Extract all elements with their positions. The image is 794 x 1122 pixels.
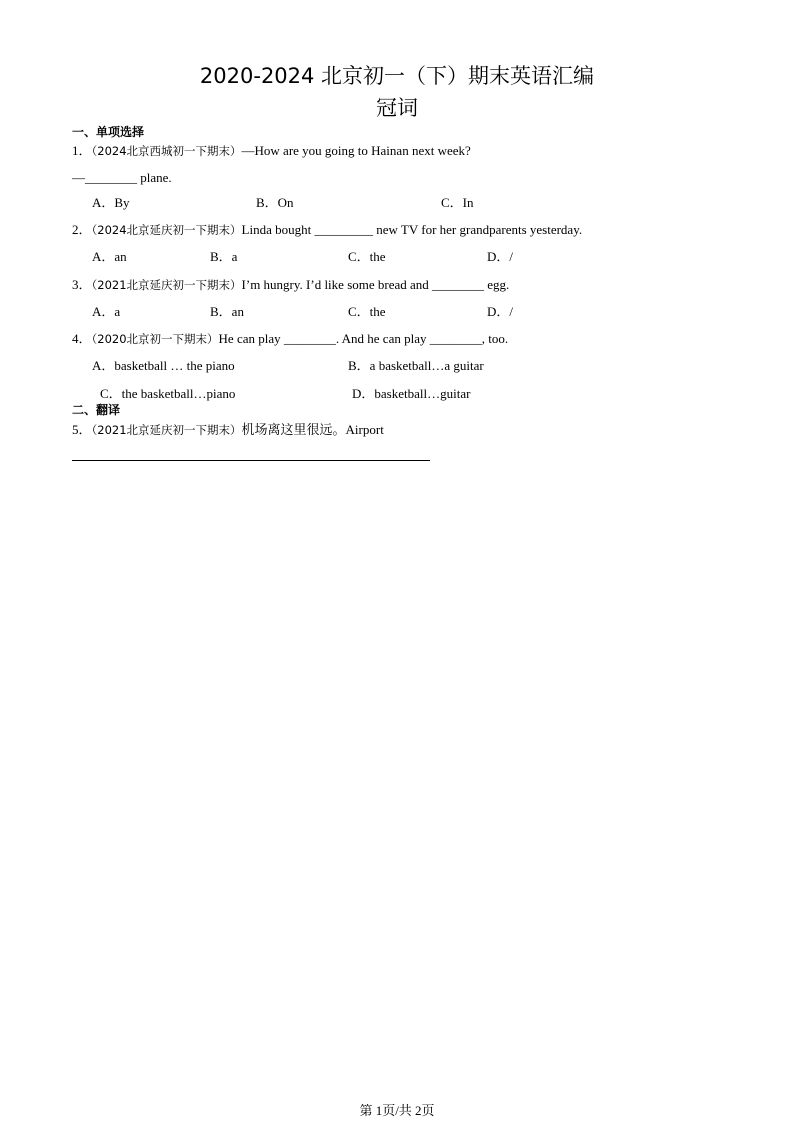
question-source: （2020北京初一下期末） <box>91 332 219 346</box>
question-4 <box>72 331 508 347</box>
answer-line <box>72 460 430 461</box>
question-source: （2024北京西城初一下期末） <box>91 144 242 158</box>
section-translation: 二、翻译 <box>72 403 121 417</box>
question-2 <box>72 222 582 238</box>
q4-option-b: B．a basketball…a guitar <box>348 358 484 373</box>
question-number: 2． <box>72 222 92 237</box>
q3-option-d: D．/ <box>487 304 514 319</box>
q1-option-a: A．By <box>92 195 130 210</box>
page-subtitle: 冠词 <box>376 96 418 120</box>
question-number: 3． <box>72 277 92 292</box>
question-source: （2021北京延庆初一下期末） <box>91 278 242 292</box>
question-source: （2021北京延庆初一下期末） <box>91 423 242 437</box>
q3-option-b: B．an <box>210 304 244 319</box>
question-stem: Linda bought _________ new TV for her grandparents yesterday. <box>241 222 583 237</box>
q2-option-d: D．/ <box>487 249 514 264</box>
question-stem: I’m hungry. I’d like some bread and ________ egg. <box>241 277 510 292</box>
page-footer: 第 1页/共 2页 <box>359 1103 435 1118</box>
q1-option-c: C．In <box>441 195 474 210</box>
q2-option-a: A．an <box>92 249 127 264</box>
page-title: 2020-2024 北京初一（下）期末英语汇编 <box>199 64 595 88</box>
question-1-stem-2: —________ plane. <box>72 170 172 185</box>
q4-option-c: C．the basketball…piano <box>100 386 236 401</box>
question-source: （2024北京延庆初一下期末） <box>91 223 242 237</box>
question-number: 1． <box>72 143 92 158</box>
question-stem: He can play ________. And he can play ________, too. <box>218 331 509 346</box>
question-1 <box>72 143 471 159</box>
q2-option-b: B．a <box>210 249 238 264</box>
question-5 <box>72 422 384 438</box>
q3-option-a: A．a <box>92 304 121 319</box>
question-number: 5． <box>72 422 92 437</box>
question-3 <box>72 277 509 293</box>
q3-option-c: C．the <box>348 304 386 319</box>
q2-option-c: C．the <box>348 249 386 264</box>
q4-option-a: A．basketball … the piano <box>92 358 235 373</box>
question-number: 4． <box>72 331 92 346</box>
q1-option-b: B．On <box>256 195 294 210</box>
question-stem: 机场离这里很远。Airport <box>241 422 384 437</box>
q4-option-d: D．basketball…guitar <box>352 386 471 401</box>
section-single-choice: 一、单项选择 <box>72 125 145 139</box>
question-stem: —How are you going to Hainan next week? <box>241 143 471 158</box>
